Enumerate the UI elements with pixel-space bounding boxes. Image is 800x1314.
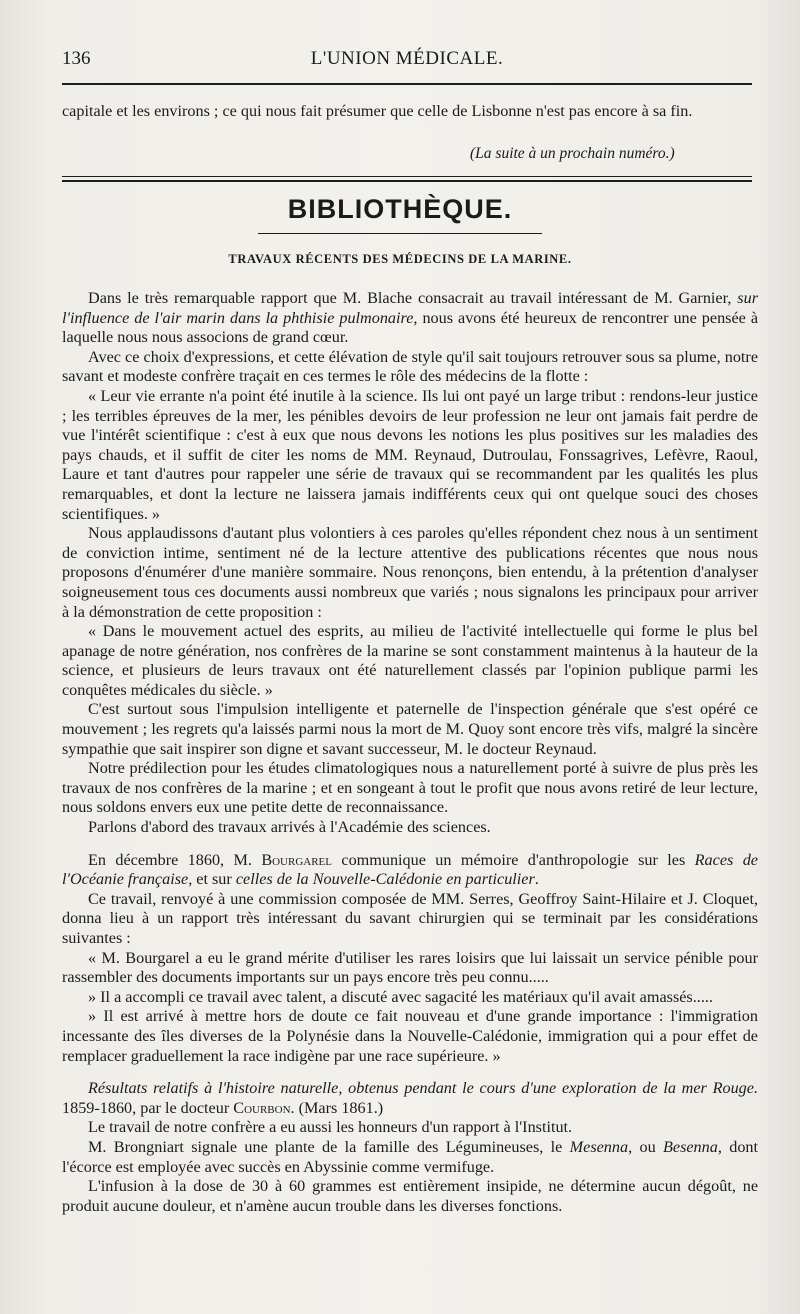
author-name: Bourgarel xyxy=(261,850,332,869)
running-title: L'UNION MÉDICALE. xyxy=(310,48,504,69)
paragraph-16: M. Brongniart signale une plante de la famille des Légumineuses, le Mesenna, ou Besenna, dont l'écorce est employée avec succès en Abyssinie comme vermifuge. xyxy=(62,1137,759,1176)
article-body xyxy=(62,289,758,1216)
title-underline xyxy=(258,233,542,234)
previous-article-text: capitale et les environs ; ce qui nous fait présumer que celle de Lisbonne n'est pas encore à sa fin. xyxy=(62,102,693,120)
cited-title: sur l'influence de l'air marin dans la phthisie pulmonaire xyxy=(62,289,758,327)
paragraph-15: Le travail de notre confrère a eu aussi les honneurs d'un rapport à l'Institut. xyxy=(88,1118,573,1137)
author-name: Courbon xyxy=(233,1098,291,1117)
header-rule xyxy=(62,83,752,85)
quote-proposition: « Dans le mouvement actuel des esprits, au milieu de l'activité intellectuelle qui forme le plus bel apanage de notre génération, nos confrères de la marine se sont constamment maintenus à la hauteur de la science, et plusieurs de leurs travaux ont été naturellement classés par l'opinion publique parmi les conquêtes médicales du siècle. » xyxy=(62,622,758,699)
quote-blache: « Leur vie errante n'a point été inutile à la science. Ils lui ont payé un large tribut : rendons-leur justice ; les terribles épreuves de la mer, les pénibles devoirs de leur profession ne leur ont jamais fait perdre de vue l'intérêt scientifique : c'est à eux que nous devons les notions les plus positives sur les maladies des pays chauds, et il suffit de citer les noms de MM. Reynaud, Dutroulau, Fonssagrives, Lefèvre, Raoul, Laure et tant d'autres pour rappeler une série de travaux qui se recommandent par les qualités les plus remarquables, et dont la lecture ne laissera jamais indifférents ceux qui ont quelque souci des choses scientifiques. » xyxy=(62,386,758,523)
section-rule-top-1 xyxy=(62,176,752,177)
paragraph-7: Notre prédilection pour les études climatologiques nous a naturellement porté à suivre de plus près les travaux de nos confrères de la marine ; et en songeant à tout le profit que nous avons retiré de leur lecture, nous soldons envers eux une petite dette de reconnaissance. xyxy=(62,759,758,817)
article-subheading: TRAVAUX RÉCENTS DES MÉDECINS DE LA MARINE. xyxy=(228,252,572,266)
quote-bourgarel-1: « M. Bourgarel a eu le grand mérite d'utiliser les rares loisirs que lui laissait un service pénible pour rassembler des documents importants sur un pays encore très peu connu..... xyxy=(62,948,758,987)
section-rule-top-2 xyxy=(62,180,752,182)
page-header xyxy=(62,48,752,78)
continuation-note: (La suite à un prochain numéro.) xyxy=(470,145,675,162)
paragraph-8: Parlons d'abord des travaux arrivés à l'Académie des sciences. xyxy=(88,818,491,837)
paragraph-courbon: Résultats relatifs à l'histoire naturelle, obtenus pendant le cours d'une exploration de la mer Rouge. 1859-1860, par le docteur Courbon. (Mars 1861.) xyxy=(62,1079,758,1117)
paragraph-4: Nous applaudissons d'autant plus volontiers à ces paroles qu'elles répondent chez nous à un sentiment de conviction intime, sentiment né de la lecture attentive des publications récentes que nous nous proposons d'énumérer d'une manière sommaire. Nous renonçons, bien entendu, à la prétention d'analyser soigneusement tous ces documents aussi nombreux que variés ; nous signalons les principaux pour arriver à la démonstration de cette proposition : xyxy=(62,524,758,621)
paragraph-2: Avec ce choix d'expressions, et cette élévation de style qu'il sait toujours retrouver sous sa plume, notre savant et modeste confrère traçait en ces termes le rôle des médecins de la flotte : xyxy=(62,347,758,386)
section-title: BIBLIOTHÈQUE. xyxy=(287,194,513,224)
quote-bourgarel-2: » Il a accompli ce travail avec talent, a discuté avec sagacité les matériaux qu'il avait amassés..... xyxy=(88,987,713,1006)
previous-article-ending xyxy=(62,102,758,122)
paragraph-17: L'infusion à la dose de 30 à 60 grammes est entièrement insipide, ne détermine aucun dégoût, ne produit aucune douleur, et n'amène aucun trouble dans les diverses fonctions. xyxy=(62,1177,758,1215)
paragraph-bourgarel: En décembre 1860, M. Bourgarel communique un mémoire d'anthropologie sur les Races de l'Océanie française, et sur celles de la Nouvelle-Calédonie en particulier. xyxy=(62,850,758,889)
page-number: 136 xyxy=(62,48,91,69)
paragraph-1: Dans le très remarquable rapport que M. Blache consacrait au travail intéressant de M. Garnier, sur l'influence de l'air marin dans la phthisie pulmonaire, nous avons été heureux de rencontrer une pensée à laquelle nous nous associons de grand cœur. xyxy=(62,289,759,347)
paragraph-10: Ce travail, renvoyé à une commission composée de MM. Serres, Geoffroy Saint-Hilaire et J. Cloquet, donna lieu à un rapport très intéressant du savant chirurgien qui se terminait par les considérations suivantes : xyxy=(62,889,758,947)
paragraph-6: C'est surtout sous l'impulsion intelligente et paternelle de l'inspection générale que s'est opéré ce mouvement ; les regrets qu'a laissés parmi nous la mort de M. Quoy sont encore très vifs, malgré la sincère sympathie que sait inspirer son digne et savant successeur, M. le docteur Reynaud. xyxy=(62,700,758,758)
quote-bourgarel-3: » Il est arrivé à mettre hors de doute ce fait nouveau et d'une grande importance : l'immigration incessante des îles diverses de la Polynésie dans la Nouvelle-Calédonie, immigration qui a pour effet de remplacer graduellement la race indigène par une race supérieure. » xyxy=(62,1007,758,1065)
